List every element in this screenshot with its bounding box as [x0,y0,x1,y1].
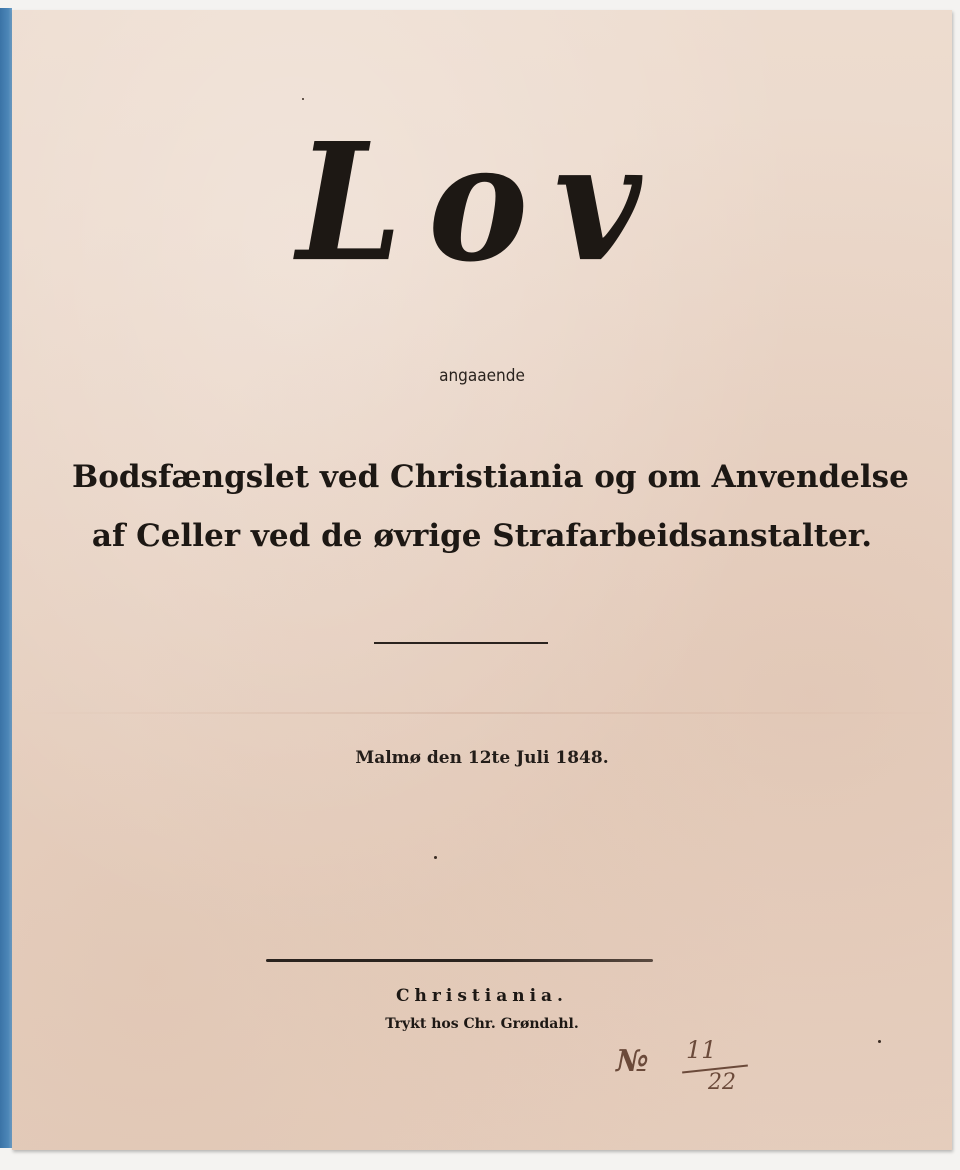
ink-speck [878,1040,881,1043]
divider-rule [374,642,548,644]
heading-line-2: af Celler ved de øvrige Strafarbeidsanstalter. [91,518,873,554]
blue-cover-edge [0,8,12,1148]
handwritten-number-sign: № [616,1044,649,1079]
handwritten-denominator: 22 [708,1070,736,1095]
imprint-rule [266,959,653,962]
document-page [12,10,952,1150]
handwritten-numerator: 11 [686,1036,717,1064]
ink-speck [302,98,304,100]
heading-line-1: Bodsfængslet ved Christiania og om Anvendelse [72,459,909,495]
document-title: Lov [296,107,668,299]
document-subtitle: angaaende [439,366,525,386]
paper-fold [12,712,952,714]
ink-speck [434,856,437,859]
handwritten-catalog-number [616,1036,766,1106]
imprint-printer: Trykt hos Chr. Grøndahl. [385,1016,579,1032]
document-date: Malmø den 12te Juli 1848. [355,748,609,768]
imprint-place: Christiania. [396,986,568,1006]
